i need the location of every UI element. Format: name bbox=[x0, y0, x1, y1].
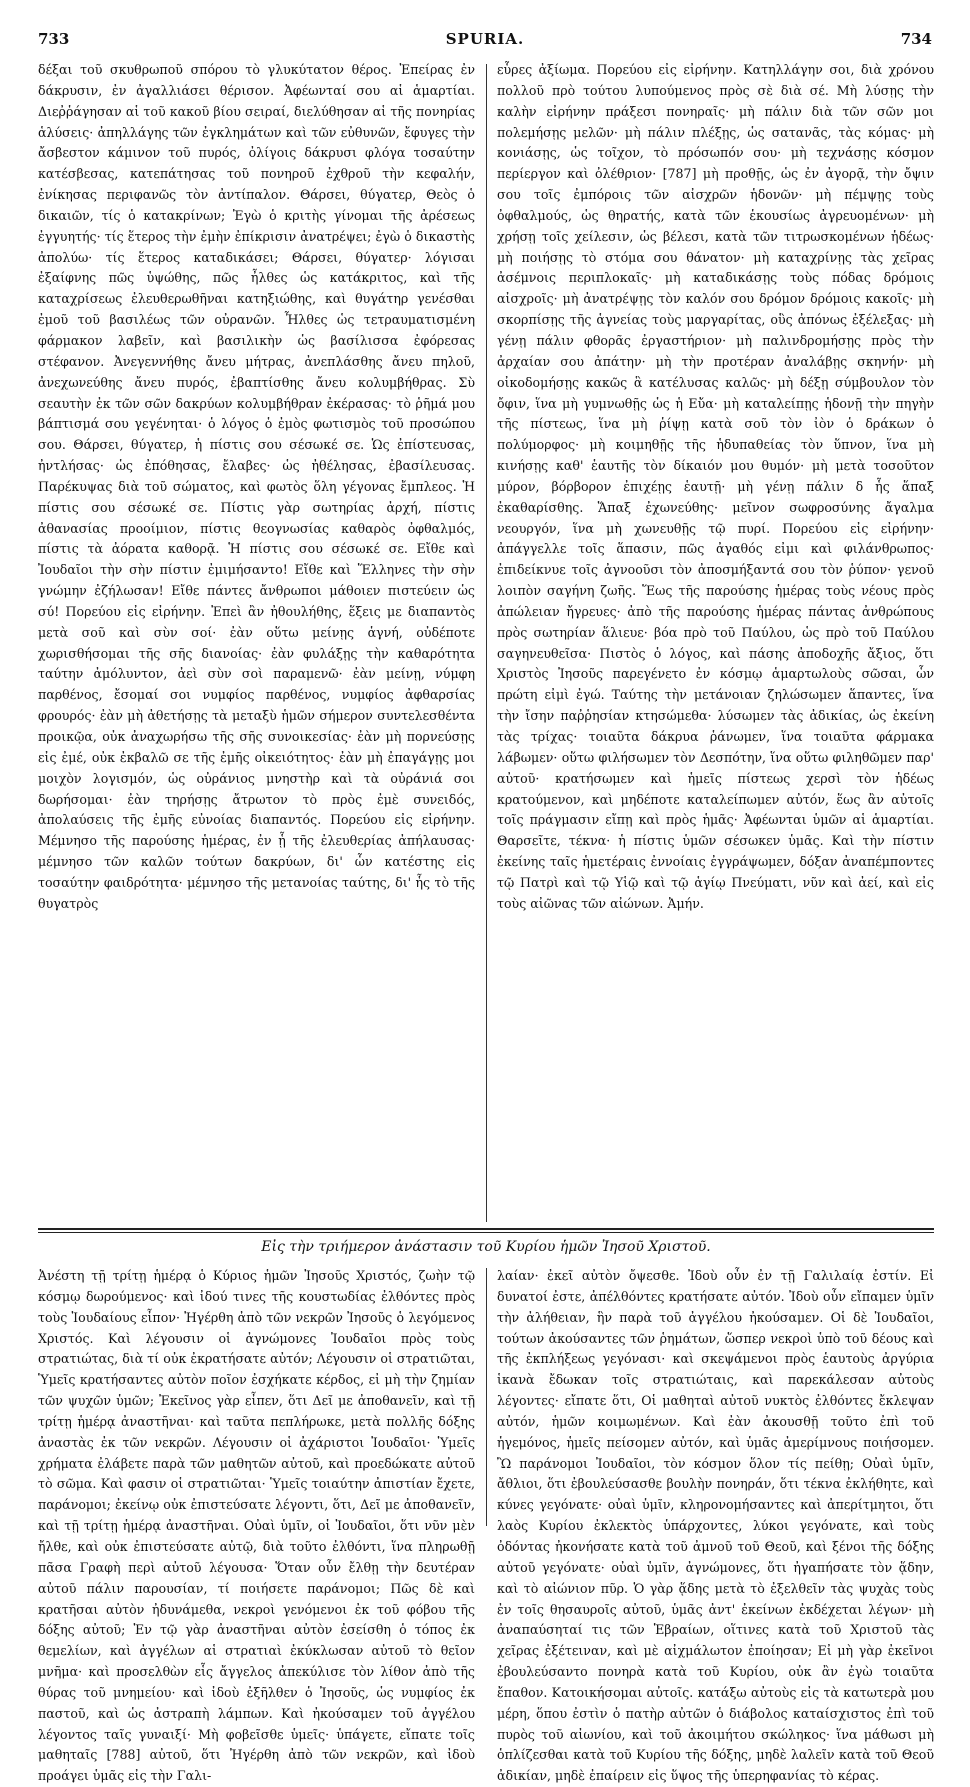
column-left-top-text: δέξαι τοῦ σκυθρωποῦ σπόρου τὸ γλυκύτατον θέρος. Ἐπείρας ἐν δάκρυσιν, ἐν ἀγαλλιάσει θέρισον. Ἀφέωνταί σου αἱ ἁμαρτίαι. Διεῤῥάγησαν αἱ τοῦ κακοῦ βίου σειραί, διελύθησαν αἱ τῆς πονηρίας ἁλύσεις· ἀπηλλάγης τῶν ἐγκλημάτων καὶ τῶν εὐθυνῶν, ἔφυγες τὴν ἄσβεστον κάμινον τοῦ πυρός, ὀλίγοις δάκρυσι φλόγα τοσαύτην κατέσβεσας, κατεπάτησας τοῦ πονηροῦ ἐχθροῦ τὴν κεφαλήν, ἐνίκησας περιφανῶς τὸν ἀντίπαλον. Θάρσει, θύγατερ, Θεὸς ὁ δικαιῶν, τίς ὁ κατακρίνων; Ἐγὼ ὁ κριτὴς γίνομαι τῆς ἀρέσεως ἐγγυητής· τίς ἕτερος τὴν ἐμὴν ἐπίκρισιν ἀνατρέψει; ἐγὼ ὁ δικαστὴς ἀπολύω· τίς ἕτερος καταδικάσει; Θάρσει, θύγατερ· λόγισαι ἐξαίφνης πῶς ὑψώθης, πῶς ἦλθες ὡς κατάκριτος, καὶ τῆς καταχρίσεως ἐλευθερωθῆναι κατηξιώθης, καὶ θυγάτηρ γενέσθαι ἐμοῦ τοῦ βασιλέως τῶν οὐρανῶν. Ἦλθες ὡς τετραυματισμένη φάρμακον λαβεῖν, καὶ βασιλικὴν ὡς βασίλισσα ἐφόρεσας στέφανον. Ἀνεγεννήθης ἄνευ μήτρας, ἀνεπλάσθης ἄνευ πηλοῦ, ἀνεχωνεύθης ἄνευ πυρός, ἐβαπτίσθης ἄνευ κολυμβήθρας. Σὺ σεαυτὴν ἐκ τῶν σῶν δακρύων κολυμβήθραν ἐκέρασας· τὸ ῥῆμά μου βάπτισμά σου γεγένηται· ὁ λόγος ὁ ἐμὸς φωτισμὸς τοῦ προσώπου σου. Θάρσει, θύγατερ, ἡ πίστις σου σέσωκέ σε. Ὡς ἐπίστευσας, ἠντλήσας· ὡς ἐπόθησας, ἔλαβες· ὡς ἠθέλησας, ἐβασίλευσας. Παρέκυψας διὰ τοῦ σώματος, καὶ φωτὸς ὅλη γέγονας ἔμπλεος. Ἡ πίστις σου σέσωκέ σε. Πίστις γὰρ σωτηρίας ἀρχή, πίστις ἀθανασίας προοίμιον, πίστις θεογνωσίας καθαρὸς ὀφθαλμός, πίστις τὰ ἀόρατα καθορᾷ. Ἡ πίστις σου σέσωκέ σε. Εἴθε καὶ Ἰουδαῖοι τὴν σὴν πίστιν ἐμιμήσαντο! Εἴθε καὶ Ἕλληνες τὴν σὴν γνώμην ἐζήλωσαν! Εἴθε πάντες ἄνθρωποι μάθοιεν πιστεύειν ὡς σύ! Πορεύου εἰς εἰρήνην. Ἐπεὶ ἂν ἠθουλήθης, ἕξεις με διαπαντὸς μετὰ σοῦ καὶ σὺν σοί· ἐὰν οὕτω μείνῃς ἁγνή, οὐδέποτε χωρισθήσομαι τῆς σῆς διανοίας· ἐὰν φυλάξῃς τὴν καθαρότητα ταύτην ἀμόλυντον, ἀεὶ σὺν σοὶ παραμενῶ· ἐὰν μείνῃ, νύμφη παρθένος, ἔσομαί σοι νυμφίος παρθένος, νυμφίος ἀφθαρσίας φρουρός· ἐὰν μὴ ἀθετήσῃς τὰ μεταξὺ ἡμῶν σήμερον συντελεσθέντα προικῷα, οὐκ ἀναχωρήσω τῆς σῆς συνοικεσίας· ἐὰν μὴ πορνεύσῃς εἰς ἐμέ, οὐκ ἐκβαλῶ σε τῆς ἐμῆς οἰκειότητος· ἐὰν μὴ ἐπαγάγῃς μοι μοιχὸν λογισμόν, ὡς οὐράνιος μνηστὴρ καὶ τὰ οὐράνιά σοι δωρήσομαι· ἐὰν τηρήσῃς ἄτρωτον τὸ πρὸς ἐμὲ συνειδός, ἀπολαύσεις τῆς ἐμῆς εὐνοίας διαπαντός. Πορεύου εἰς εἰρήνην. Μέμνησο τῆς παρούσης ἡμέρας, ἐν ᾗ τῆς ἐλευθερίας ἀπήλαυσας· μέμνησο τῶν καλῶν τούτων δακρύων, δι' ὧν κατέστης εἰς τοσαύτην φαιδρότητα· μέμνησο τῆς μετανοίας ταύτης, δι' ἧς τὸ τῆς θυγατρὸς bbox=[38, 62, 475, 911]
column-right-top-text: εὗρες ἀξίωμα. Πορεύου εἰς εἰρήνην. Κατηλλάγην σοι, διὰ χρόνου πολλοῦ πρὸ τούτου λυπούμενος πρὸς σὲ διὰ σέ. Μὴ λύσῃς τὴν καλὴν εἰρήνην πράξεσι πονηραῖς· μὴ πάλιν διὰ τῶν σῶν μοι πολεμήσῃς μελῶν· μὴ πάλιν πλέξῃς, ὡς σατανᾶς, τὰς κόμας· μὴ κονιάσῃς, ὡς τοῖχον, τὸ πρόσωπόν σου· μὴ τεχνάσῃς κόσμον περίεργον καὶ ὀλέθριον· [787] μὴ προθῇς, ὡς ἐν ἀγορᾷ, τὴν ὄψιν σου τοῖς ἐμπόροις τῶν αἰσχρῶν ἡδονῶν· μὴ πέμψῃς τοὺς ὀφθαλμούς, ὡς θηρατής, κατὰ τῶν ἑκουσίως ἀγρευομένων· μὴ χρήσῃ τοῖς χείλεσιν, ὡς βέλεσι, κατὰ τῶν τιτρωσκομένων ἡδέως· μὴ ποιήσῃς τὸ στόμα σου θάνατον· μὴ καταχρίνῃς τὰς χεῖρας ἀσέμνοις περιπλοκαῖς· μὴ καταδικάσῃς τοὺς πόδας δρόμοις αἰσχροῖς· μὴ ἀνατρέψῃς τὸν καλόν σου δρόμον δρόμοις κακοῖς· μὴ σκορπίσῃς τῆς ἁγνείας τοὺς μαργαρίτας, οὓς ἀπόνως ἐξέλεξας· μὴ γένῃ πάλιν φθορᾶς ἐργαστήριον· μὴ παλινδρομήσῃς πρὸς τὴν ἀρχαίαν σου ἀπάτην· μὴ τὴν προτέραν ἀναλάβῃς σκηνήν· μὴ οἰκοδομήσῃς κακῶς ἃ κατέλυσας καλῶς· μὴ δέξῃ σύμβουλον τὸν ὄφιν, ἵνα μὴ γυμνωθῇς ὡς ἡ Εὔα· μὴ καταλείπῃς ἡδονῇ τὴν πηγὴν τῆς πίστεως, ἵνα μὴ ῥίψῃ κατὰ σοῦ τὸν ἰὸν ὁ δράκων ὁ πολύμορφος· μὴ κοιμηθῇς τῆς ἡδυπαθείας τὸν ὕπνον, ἵνα μὴ κινήσῃς καθ' ἑαυτῆς τὸν δίκαιόν μου θυμόν· μὴ μετὰ τοσοῦτον μύρον, βόρβορον ἐπιχέῃς ἑαυτῇ· μὴ γένῃ πάλιν δ ἧς ἅπαξ ἐκαθαρίσθης. Ἅπαξ ἐχωνεύθης· μεῖνον σωφροσύνης ἄγαλμα νεουργόν, ἵνα μὴ χωνευθῇς τῷ πυρί. Πορεύου εἰς εἰρήνην· ἀπάγγελλε τοῖς ἅπασιν, πῶς ἀγαθός εἰμι καὶ φιλάνθρωπος· ἐπιδείκνυε τοῖς ἀγνοοῦσι τὸν ἀποσμήξαντά σου τὸν ῥύπον· γενοῦ λοιπὸν σαγήνη ζωῆς. Ἕως τῆς παρούσης ἡμέρας τοὺς νέους πρὸς ἀπώλειαν ἤγρευες· ἀπὸ τῆς παρούσης ἡμέρας πάντας ἀνθρώπους πρὸς σωτηρίαν ἅλιευε· βόα πρὸ τοῦ Παύλου, ὡς πρὸ τοῦ Παύλου σαγηνευθεῖσα· Πιστὸς ὁ λόγος, καὶ πάσης ἀποδοχῆς ἄξιος, ὅτι Χριστὸς Ἰησοῦς παρεγένετο ἐν κόσμῳ ἁμαρτωλοὺς σῶσαι, ὧν πρώτη εἰμὶ ἐγώ. Ταύτης τὴν μετάνοιαν ζηλώσωμεν ἅπαντες, ἵνα τὴν ἴσην παῤῥησίαν κτησώμεθα· λύσωμεν τὰς ἀδικίας, ὡς ἐκείνη τὰς τρίχας· τοιαῦτα δάκρυα ῥάνωμεν, ἵνα τοιαῦτα φάρμακα λάβωμεν· οὕτω φιλήσωμεν τὸν Δεσπότην, ἵνα οὕτω φιληθῶμεν παρ' αὐτοῦ· κρατήσωμεν καὶ ἡμεῖς πίστεως χερσὶ τὸν ἡδέως κρατούμενον, καὶ μηδέποτε καταλείπωμεν αὐτόν, ἕως ἂν αὐτοῖς τοῖς πράγμασιν εἴπῃ καὶ πρὸς ἡμᾶς· Ἀφέωνται ὑμῶν αἱ ἁμαρτίαι. Θαρσεῖτε, τέκνα· ἡ πίστις ὑμῶν σέσωκεν ὑμᾶς. Καὶ τὴν πίστιν ἐκείνης ταῖς ἡμετέραις ἐννοίαις ἐγγράψωμεν, δόξαν ἀναπέμποντες τῷ Πατρὶ καὶ τῷ Υἱῷ καὶ τῷ ἁγίῳ Πνεύματι, νῦν καὶ ἀεί, καὶ εἰς τοὺς αἰῶνας τῶν αἰώνων. Ἀμήν. bbox=[497, 62, 934, 911]
column-divider-bottom bbox=[486, 1268, 487, 1526]
section-rule-thick bbox=[38, 1228, 934, 1230]
running-title: SPURIA. bbox=[445, 30, 525, 48]
column-left-bottom bbox=[38, 1266, 475, 1784]
page-number-right: 734 bbox=[900, 30, 932, 48]
column-right-bottom-text: λαίαν· ἐκεῖ αὐτὸν ὄψεσθε. Ἰδοὺ οὖν ἐν τῇ Γαλιλαίᾳ ἐστίν. Εἰ δυνατοί ἐστε, ἀπέλθόντες κρατήσατε αὐτόν. Ἰδοὺ οὖν εἴπαμεν ὑμῖν τὴν ἀλήθειαν, ἣν παρὰ τοῦ ἀγγέλου ἠκούσαμεν. Οἱ δὲ Ἰουδαῖοι, τούτων ἀκούσαντες τῶν ῥημάτων, ὥσπερ νεκροὶ ὑπὸ τοῦ δέους καὶ τῆς ἐκπλήξεως γεγόνασι· καὶ σκεψάμενοι πρὸς ἑαυτοὺς ἀργύρια ἱκανὰ ἔδωκαν τοῖς στρατιώταις, καὶ παρεκάλεσαν αὐτοὺς λέγοντες· εἴπατε ὅτι, Οἱ μαθηταὶ αὐτοῦ νυκτὸς ἐλθόντες ἔκλεψαν αὐτόν, ἡμῶν κοιμωμένων. Καὶ ἐὰν ἀκουσθῇ τοῦτο ἐπὶ τοῦ ἡγεμόνος, ἡμεῖς πείσομεν αὐτόν, καὶ ὑμᾶς ἀμερίμνους ποιήσομεν. Ὢ παράνομοι Ἰουδαῖοι, τὸν κόσμον ὅλον τίς πείθῃ; Οὐαὶ ὑμῖν, ἄθλιοι, ὅτι ἐβουλεύσασθε βουλὴν πονηράν, ὅτι τέκνα ἐκλήθητε, καὶ κύνες γεγόνατε· οὐαὶ ὑμῖν, κληρονομήσαντες καὶ ἀπερίτμητοι, ὅτι λαὸς Κυρίου ἐκλεκτὸς ὑπάρχοντες, λύκοι γεγόνατε, καὶ τοὺς ὀδόντας ἠκονήσατε κατὰ τοῦ ἀμνοῦ τοῦ Θεοῦ, καὶ ξένοι τῆς δόξης αὐτοῦ γεγόνατε· οὐαὶ ὑμῖν, ἀγνώμονες, ὅτι ἠγαπήσατε τὸν ᾅδην, καὶ τὸ αἰώνιον πῦρ. Ὁ γὰρ ᾅδης μετὰ τὸ ἐξελθεῖν τὰς ψυχὰς τοὺς ἐν τοῖς θησαυροῖς αὐτοῦ, ὑμᾶς ἀντ' ἐκείνων ἐκδέχεται λέγων· μὴ ἀναπαύσηταί τις τῶν Ἑβραίων, οἵτινες κατὰ τοῦ Χριστοῦ τὰς χεῖρας ἐξέτειναν, καὶ μὲ αἰχμάλωτον ἐποίησαν; Εἰ μὴ γὰρ ἐκεῖνοι ἐβουλεύσαντο πονηρὰ κατὰ τοῦ Κυρίου, οὐκ ἂν ἐγὼ τοιαῦτα ἔπαθον. Κατοικήσομαι αὐτοῖς. κατάξω αὐτοὺς εἰς τὰ κατωτερὰ μου μέρη, ὅπου ἐστὶν ὁ πατὴρ αὐτῶν ὁ διάβολος καταίσχιστος ἐπὶ τοῦ πυρὸς τοῦ αἰωνίου, καὶ τοῦ ἀκοιμήτου σκώληκος· ἵνα μάθωσι μὴ ὁπλίζεσθαι κατὰ τοῦ Κυρίου τῆς δόξης, μηδὲ λαλεῖν κατὰ τοῦ Θεοῦ ἀδικίαν, μηδὲ ἐπαίρειν εἰς ὕψος τῆς ὑπερηφανίας τὸ κέρας. bbox=[497, 1268, 934, 1784]
column-right-top bbox=[497, 60, 934, 1226]
column-right-bottom bbox=[497, 1266, 934, 1784]
column-left-top bbox=[38, 60, 475, 1226]
section-rule-thin bbox=[38, 1232, 934, 1233]
column-left-bottom-text: Ἀνέστη τῇ τρίτῃ ἡμέρᾳ ὁ Κύριος ἡμῶν Ἰησοῦς Χριστός, ζωὴν τῷ κόσμῳ δωρούμενος· καὶ ἰδού τινες τῆς κουστωδίας ἐλθόντες πρὸς τοὺς Ἰουδαίους εἶπον· Ἠγέρθη ἀπὸ τῶν νεκρῶν Ἰησοῦς ὁ λεγόμενος Χριστός. Καὶ λέγουσιν οἱ ἀγνώμονες Ἰουδαῖοι πρὸς τοὺς στρατιώτας, διὰ τί οὐκ ἐκρατήσατε αὐτόν; Λέγουσιν οἱ στρατιῶται, Ὑμεῖς κρατήσαντες αὐτὸν ποῖον ἐσχήκατε κέρδος, εἰ μὴ τὴν ζημίαν τῶν ψυχῶν ὑμῶν; Ἐκεῖνος γὰρ εἶπεν, ὅτι Δεῖ με ἀποθανεῖν, καὶ τῇ τρίτῃ ἡμέρᾳ ἀναστῆναι· καὶ ταῦτα πεπλήρωκε, μετὰ πολλῆς δόξης ἀναστὰς ἐκ τῶν νεκρῶν. Λέγουσιν οἱ ἀχάριστοι Ἰουδαῖοι· Ὑμεῖς χρήματα ἐλάβετε παρὰ τῶν μαθητῶν αὐτοῦ, καὶ προεδώκατε αὐτοῦ τὸ σῶμα. Καὶ φασιν οἱ στρατιῶται· Ὑμεῖς τοιαύτην ἀπιστίαν ἔχετε, παράνομοι; ἐκείνῳ οὐκ ἐπιστεύσατε λέγοντι, ὅτι, Δεῖ με ἀποθανεῖν, καὶ τῇ τρίτῃ ἡμέρᾳ ἀναστῆναι. Οὐαὶ ὑμῖν, οἱ Ἰουδαῖοι, ὅτι νῦν μὲν ἤλθε, καὶ οὐκ ἐπιστεύσατε αὐτῷ, διὰ τοῦτο ἐλθόντι, ἵνα πληρωθῇ πᾶσα Γραφὴ περὶ αὐτοῦ λέγουσα· Ὅταν οὖν ἔλθῃ τὴν δευτέραν αὐτοῦ πάλιν παρουσίαν, τί ποιήσετε παράνομοι; Πῶς δὲ καὶ κρατῆσαι αὐτὸν ἠδυνάμεθα, νεκροὶ γενόμενοι ἐκ τοῦ φόβου τῆς δόξης αὐτοῦ; Ἐν τῷ γὰρ ἀναστῆναι αὐτὸν ἐσείσθη ὁ τόπος ἐκ θεμελίων, καὶ ἀγγέλων αἱ στρατιαὶ ἐκύκλωσαν αὐτοῦ τὸ θεῖον μνῆμα· καὶ προσελθὼν εἷς ἄγγελος ἀπεκύλισε τὸν λίθον ἀπὸ τῆς θύρας τοῦ μνημείου· καὶ ἰδοὺ ἐξῆλθεν ὁ Ἰησοῦς, ὡς νυμφίος ἐκ παστοῦ, καὶ ὡς ἀστραπὴ λάμπων. Καὶ ἠκούσαμεν τοῦ ἀγγέλου λέγοντος ταῖς γυναιξί· Μὴ φοβεῖσθε ὑμεῖς· ὑπάγετε, εἴπατε τοῖς μαθηταῖς [788] αὐτοῦ, ὅτι Ἠγέρθη ἀπὸ τῶν νεκρῶν, καὶ ἰδοὺ προάγει ὑμᾶς εἰς τὴν Γαλι- bbox=[38, 1268, 475, 1784]
page-number-left: 733 bbox=[38, 30, 70, 48]
column-divider-top bbox=[486, 64, 487, 1222]
page-header bbox=[38, 30, 932, 52]
section-title: Εἰς τὴν τριήμερον ἀνάστασιν τοῦ Κυρίου ἡμῶν Ἰησοῦ Χριστοῦ. bbox=[261, 1239, 711, 1255]
